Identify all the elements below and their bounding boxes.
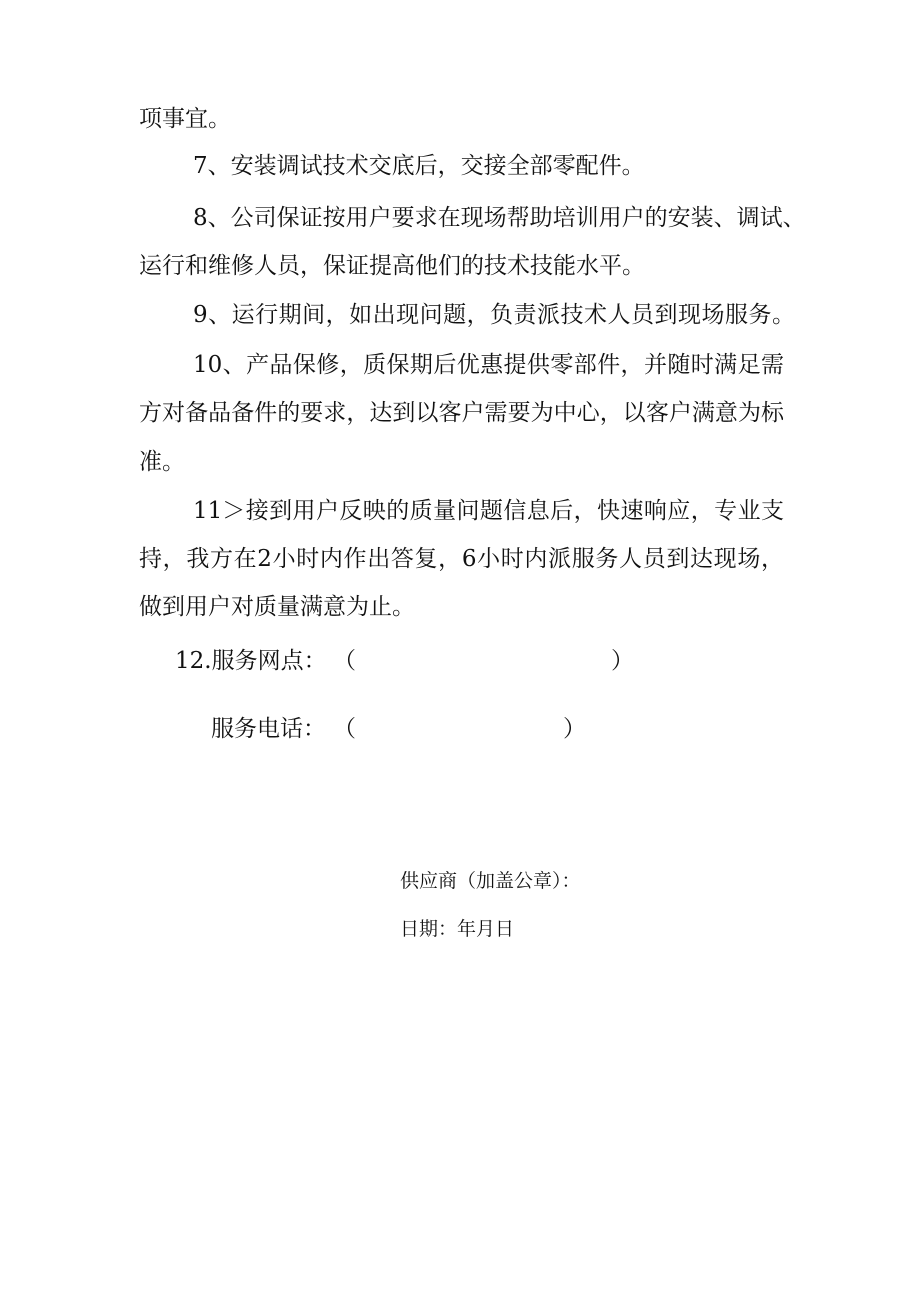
service-phone-label: 服务电话：: [211, 716, 326, 742]
item-8-line-2: 运行和维修人员，保证提高他们的技术技能水平。: [139, 253, 645, 279]
item-7-text: 7、安装调试技术交底后，交接全部零配件。: [193, 153, 645, 179]
supplier-seal-label: 供应商（加盖公章）：: [400, 870, 581, 892]
item-9-text: 9、运行期间，如出现问题，负责派技术人员到现场服务。: [193, 302, 795, 328]
service-outlet-open-paren: （: [333, 648, 356, 674]
service-outlet-field: [175, 646, 635, 676]
continuation-text: 项事宜。: [139, 106, 231, 132]
item-10-line-2: 方对备品备件的要求，达到以客户需要为中心，以客户满意为标: [139, 400, 784, 426]
item-10-line-3: 准。: [139, 449, 185, 475]
item-11-line-1: 11＞接到用户反映的质量问题信息后，快速响应，专业支: [193, 498, 784, 524]
item-8-line-1: 8、公司保证按用户要求在现场帮助培训用户的安装、调试、: [193, 205, 806, 231]
service-phone-close-paren: ）: [563, 716, 586, 742]
service-outlet-label: 12.服务网点：: [175, 648, 327, 674]
date-label: 日期：年月日: [400, 918, 515, 940]
item-10-line-1: 10、产品保修，质保期后优惠提供零部件，并随时满足需: [193, 352, 784, 378]
item-11-line-3: 做到用户对质量满意为止。: [139, 594, 415, 620]
item-11-line-2: 持，我方在2小时内作出答复，6小时内派服务人员到达现场，: [139, 546, 784, 572]
service-phone-field: [211, 714, 611, 744]
service-phone-open-paren: （: [333, 716, 356, 742]
service-outlet-close-paren: ）: [611, 648, 634, 674]
